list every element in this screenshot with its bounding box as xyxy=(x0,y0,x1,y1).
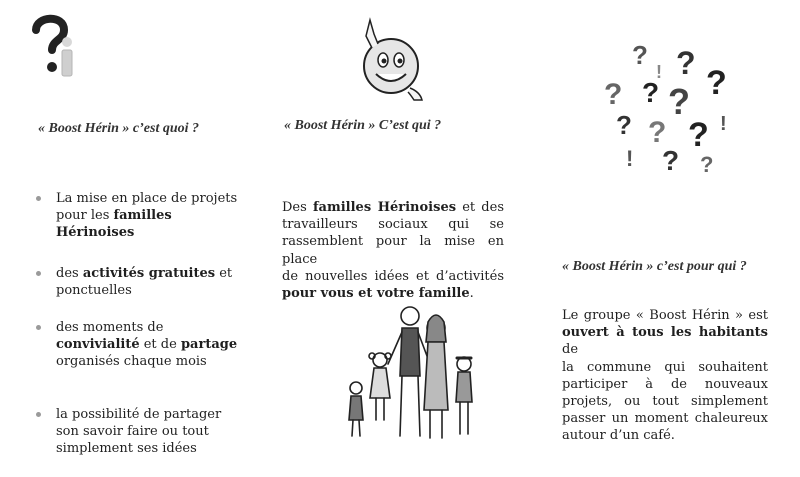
family-drawing-icon xyxy=(336,302,486,452)
list-item: La mise en place de projets pour les familles Hérinoises xyxy=(34,190,249,241)
svg-text:!: ! xyxy=(626,146,634,171)
question-info-icon xyxy=(30,12,78,78)
col1-heading: « Boost Hérin » c’est quoi ? xyxy=(38,121,200,136)
svg-text:?: ? xyxy=(688,116,709,154)
svg-text:!: ! xyxy=(720,113,727,135)
question-marks-cloud-icon xyxy=(596,38,742,176)
svg-text:?: ? xyxy=(604,78,623,111)
svg-text:?: ? xyxy=(616,110,632,140)
list-item: des moments de convivialité et de partage organisés chaque mois xyxy=(34,319,249,370)
svg-text:!: ! xyxy=(656,62,662,82)
list-item: des activités gratuites et ponctuelles xyxy=(34,265,249,299)
col3-heading: « Boost Hérin » c’est pour qui ? xyxy=(562,259,747,274)
svg-text:?: ? xyxy=(668,81,690,122)
col1-bullet-list xyxy=(34,190,249,457)
svg-text:?: ? xyxy=(662,145,680,176)
col2-paragraph: Des familles Hérinoises et des travailleurs sociaux qui se rassemblent pour la mise en place de nouvelles idées et d’activités pour vous et votre famille. xyxy=(282,200,504,302)
smiley-pointing-icon xyxy=(358,14,428,104)
svg-text:?: ? xyxy=(706,64,727,102)
svg-text:?: ? xyxy=(700,152,714,176)
svg-text:?: ? xyxy=(632,40,648,70)
svg-text:?: ? xyxy=(642,77,660,108)
col2-heading: « Boost Hérin » C’est qui ? xyxy=(284,118,442,133)
svg-text:?: ? xyxy=(648,116,667,149)
list-item: la possibilité de partager son savoir faire ou tout simplement ses idées xyxy=(34,406,249,457)
svg-text:?: ? xyxy=(676,45,696,81)
col3-paragraph: Le groupe « Boost Hérin » est ouvert à tous les habitants de la commune qui souhaitent participer à de nouveaux projets, ou tout simplement passer un moment chaleureux autour d’un café. xyxy=(562,308,768,444)
